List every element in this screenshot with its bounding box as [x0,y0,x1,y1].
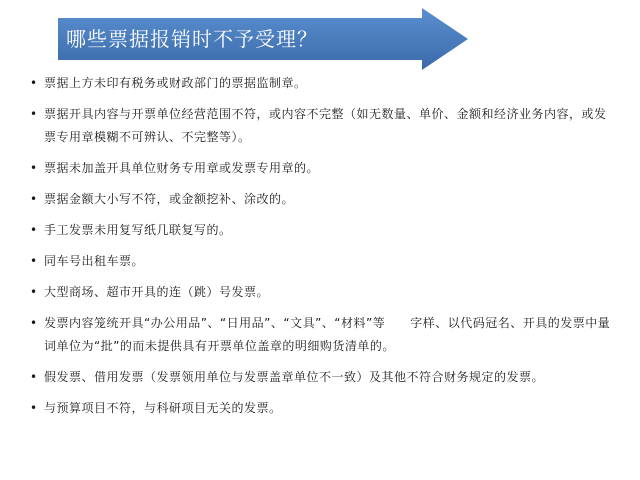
list-item-text: 票据上方未印有税务或财政部门的票据监制章。 [44,76,307,90]
bullet-icon: • [30,192,38,206]
list-item-text: 假发票、借用发票（发票领用单位与发票盖章单位不一致）及其他不符合财务规定的发票。 [44,370,545,384]
list-item-text: 票据金额大小写不符，或金额挖补、涂改的。 [44,192,295,206]
list-item [30,312,616,358]
title-banner [58,8,468,74]
bullet-list [30,72,616,420]
bullet-icon: • [30,285,38,299]
list-item [30,397,616,420]
list-item-text: 票据开具内容与开票单位经营范围不符，或内容不完整（如无数量、单价、金额和经济业务内容，或发票专用章模糊不可辨认、不完整等）。 [44,107,607,144]
list-item [30,281,616,304]
list-item-text: 发票内容笼统开具“办公用品”、“日用品”、“文具”、“材料”等 字样、以代码冠名、开具的发票中量词单位为“批”的而未提供具有开票单位盖章的明细购货清单的。 [44,316,611,353]
list-item [30,103,616,149]
list-item-text: 同车号出租车票。 [44,254,145,268]
list-item [30,366,616,389]
list-item-text: 与预算项目不符，与科研项目无关的发票。 [44,401,282,415]
list-item-text: 大型商场、超市开具的连（跳）号发票。 [44,285,270,299]
list-item [30,219,616,242]
page-title: 哪些票据报销时不予受理？ [66,27,318,51]
bullet-icon: • [30,254,38,268]
list-item-text: 票据未加盖开具单位财务专用章或发票专用章的。 [44,161,320,175]
bullet-icon: • [30,316,38,330]
bullet-icon: • [30,401,38,415]
list-item [30,188,616,211]
list-item-text: 手工发票未用复写纸几联复写的。 [44,223,232,237]
list-item [30,250,616,273]
bullet-icon: • [30,223,38,237]
bullet-icon: • [30,370,38,384]
bullet-icon: • [30,161,38,175]
bullet-icon: • [30,76,38,90]
bullet-icon: • [30,107,38,121]
list-item [30,157,616,180]
list-item [30,72,616,95]
